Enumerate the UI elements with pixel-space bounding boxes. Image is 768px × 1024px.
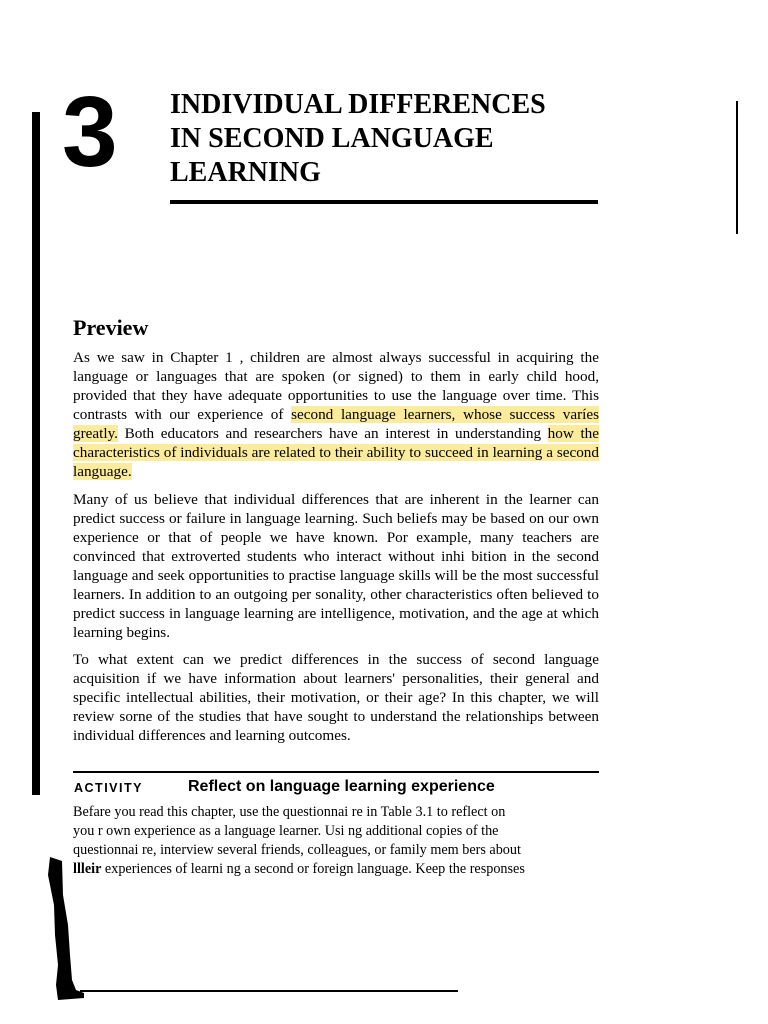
chapter-title-line-1: INDIVIDUAL DIFFERENCES	[170, 89, 546, 120]
activity-line-4: experiences of learni ng a second or foreign language. Keep the responses	[101, 861, 525, 877]
activity-line-1: Befare you read this chapter, use the questionnai re in Table 3.1 to reflect on	[73, 804, 506, 820]
highlighted-text: second language learners, whose success varíes greatly.	[73, 406, 599, 442]
paragraph-text: As we saw in Chapter 1 , children are almost always successful in acquiring the language or languages that are spoken (or signed) to them in early child hood, provided that they have adequate opportunities to use the language over time. This contrasts with our experience of	[73, 349, 599, 423]
activity-line-2: you r own experience as a language learner. Usi ng additional copies of the	[73, 823, 499, 839]
activity-line-3: questionnai re, interview several friends, colleagues, or family mem bers about	[73, 842, 521, 858]
chapter-number: 3	[62, 76, 118, 188]
right-margin-bar	[736, 101, 738, 234]
preview-paragraph-3: To what extent can we predict differences in the success of second language acquisition if we have information about learners' personalities, their general and specific intellectual abilities, their motivation, or their age? In this chapter, we will review sorne of the studies that have sought to understand the relationships between individual differences and learning outcomes.	[73, 651, 599, 744]
preview-paragraph-1	[73, 348, 599, 481]
activity-label: ACTIVITY	[74, 781, 143, 795]
preview-paragraph-2: Many of us believe that individual differences that are inherent in the learner can predict success or failure in language learning. Such beliefs may be based on our own experience or that of people we have known. Por example, many teachers are convinced that extroverted students who interact without inhi bition in the second language and seek opportunities to practise language skills will be the most successful learners. In addition to an outgoing per sonality, other characteristics often believed to predict success in language learning are intelligence, motivation, and the age at which learning begins.	[73, 491, 599, 641]
activity-title: Reflect on language learning experience	[188, 778, 495, 795]
activity-divider	[73, 771, 599, 773]
scan-ink-blot	[46, 855, 86, 1000]
highlighted-text: how the characteristics of individuals are related to their ability to succeed in learning a second language.	[73, 425, 599, 480]
chapter-title-line-3: LEARNING	[170, 157, 321, 188]
paragraph-text: Both educators and researchers have an interest in understanding	[117, 425, 548, 442]
title-underline	[170, 200, 598, 204]
bottom-rule	[80, 990, 458, 992]
chapter-title-line-2: IN SECOND LANGUAGE	[170, 123, 494, 154]
activity-line-4-bold: llleir	[73, 861, 102, 877]
chapter-title	[170, 88, 610, 190]
preview-heading: Preview	[73, 315, 149, 340]
activity-text	[73, 803, 603, 879]
left-margin-bar	[32, 112, 40, 795]
